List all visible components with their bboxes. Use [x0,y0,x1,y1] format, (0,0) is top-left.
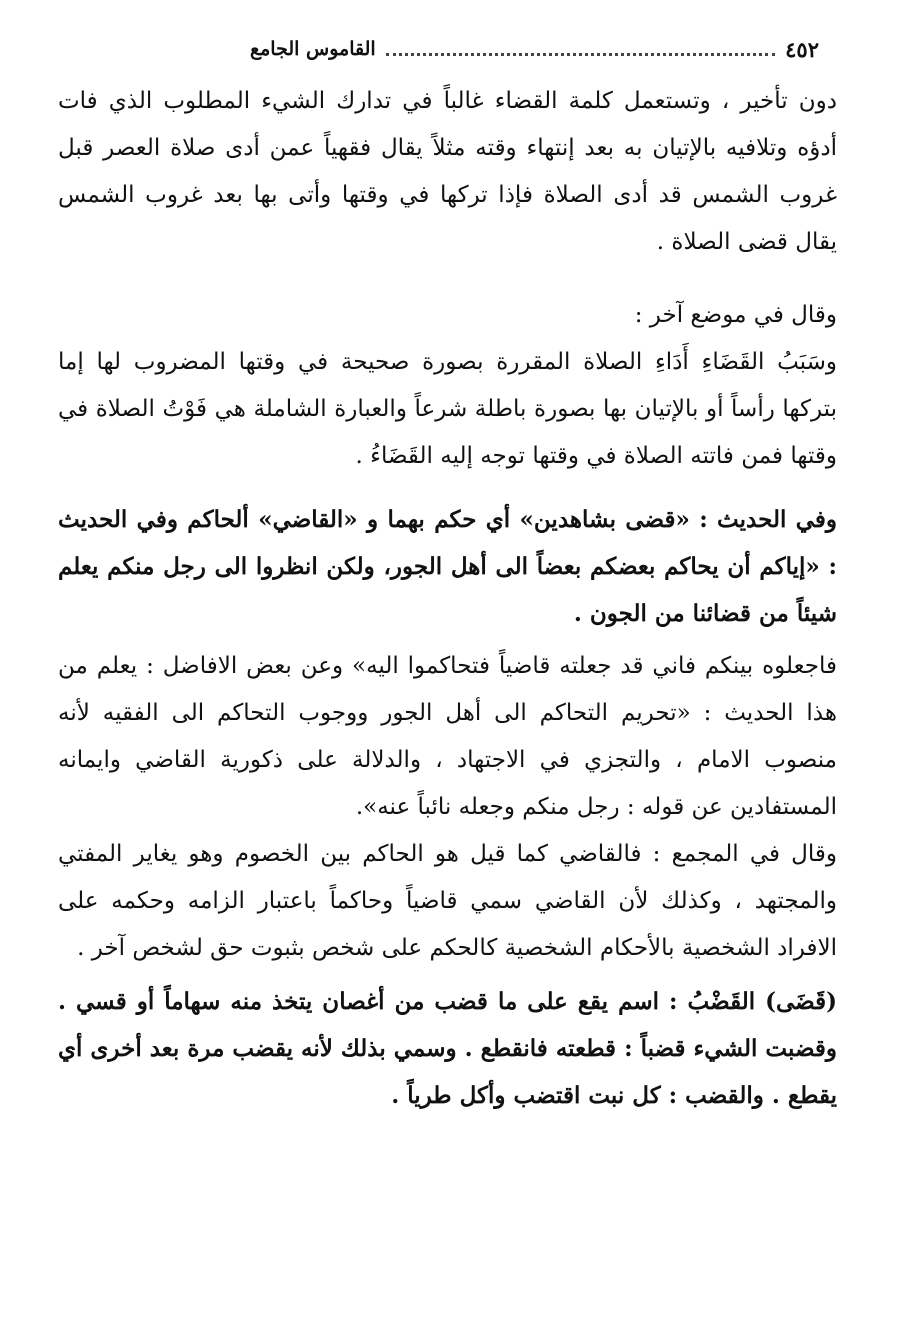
paragraph-2-heading: وقال في موضع آخر : [634,302,837,328]
paragraph-2: وسَبَبُ القَضَاءِ أَدَاءِ الصلاة المقررة بصورة صحيحة في وقتها المضروب لها إما بتركها رأساً أو بالإتيان بها بصورة باطلة شرعاً والعبارة الشاملة هي فَوْتُ الصلاة في وقتها فمن فاتته الصلاة في وقتها توجه إليه القَضَاءُ . [58,349,837,469]
running-title: القاموس الجامع [250,38,376,60]
page-number: ٤٥٢ [785,36,819,62]
paragraph-6-entry: (قَضَى) القَضْبُ : اسم يقع على ما قضب من أغصان يتخذ منه سهاماً أو قسي . وقضبت الشيء قضباً : قطعته فانقطع . وسمي بذلك لأنه يقضب مرة بعد أخرى أي يقطع . والقضب : كل نبت اقتضب وأكل طرياً . [58,988,837,1109]
paragraph-3: وفي الحديث : «قضى بشاهدين» أي حكم بهما و «القاضي» ألحاكم وفي الحديث : «إياكم أن يحاكم بعضكم بعضاً الى أهل الجور، ولكن انظروا الى رجل منكم يعلم شيئاً من قضائنا من الجون . [58,506,837,627]
page-header [250,32,819,66]
paragraph-4: فاجعلوه بينكم فاني قد جعلته قاضياً فتحاكموا اليه» وعن بعض الافاضل : يعلم من هذا الحديث : «تحريم التحاكم الى أهل الجور ووجوب التحاكم الى الفقيه لأنه منصوب الامام ، والتجزي في الاجتهاد ، والدلالة على ذكورية القاضي وايمانه المستفادين عن قوله : رجل منكم وجعله نائباً عنه». [58,653,837,820]
paragraph-5: وقال في المجمع : فالقاضي كما قيل هو الحاكم بين الخصوم وهو يغاير المفتي والمجتهد ، وكذلك لأن القاضي سمي قاضياً وحاكماً باعتبار الزامه وحكمه على الافراد الشخصية بالأحكام الشخصية كالحكم على شخص بثبوت حق لشخص آخر . [58,841,837,961]
page-body [58,78,837,1119]
header-dot-leader [386,53,775,56]
paragraph-1: دون تأخير ، وتستعمل كلمة القضاء غالباً في تدارك الشيء المطلوب الذي فات أدؤه وتلافيه بالإتيان به بعد إنتهاء وقته مثلاً يقال فقهياً عمن أدى صلاة العصر قبل غروب الشمس قد أدى الصلاة فإذا تركها في وقتها وأتى بها بعد غروب الشمس يقال قضى الصلاة . [58,88,837,255]
